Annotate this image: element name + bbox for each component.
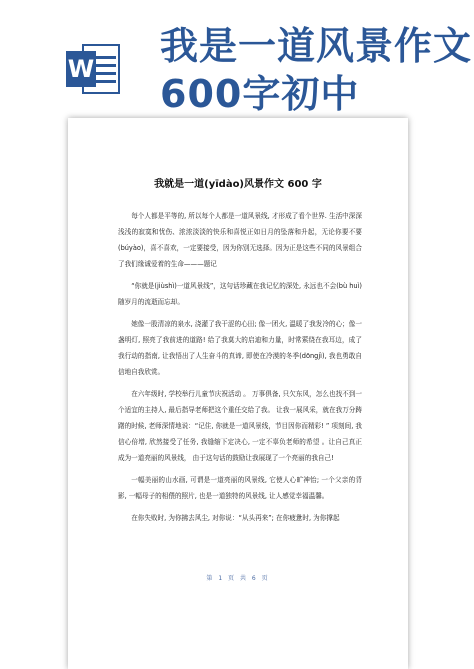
page-title-line1: 我是一道风景作文 — [160, 24, 473, 68]
paragraph: 在你失败时, 为你拂去风尘, 对你说：“从头再来”; 在你疲惫时, 为你撑起 — [131, 514, 340, 522]
page-title — [160, 22, 472, 118]
paragraph: 一幅美丽的山水画, 可谓是一道亮丽的风景线, 它使人心旷神怡; 一个父亲的背影, 一幅母子的相偎的照片, 也是一道独特的风景线, 让人感觉幸福温馨。 — [118, 476, 362, 500]
paragraph: 她像一股清凉的泉水, 浇灌了我干涩的心田; 像一团火, 温暖了我发冷的心；像一盏明灯, 照亮了我前进的道路! 给了我莫大的启迪和力量，时常萦绕在我耳边，成了我行动的指南, 让我悟出了人生奋斗的真谛, 即使在冷漠的冬季(dōngjì), 我也勇敢自信地自我欣赏。 — [118, 320, 362, 376]
word-letter-tile: W — [66, 51, 96, 87]
page-number-footer: 第 1 页 共 6 页 — [206, 575, 270, 582]
paragraph: “你就是(jiùshì)一道风景线”，这句话珍藏在我记忆的深处, 永远也不会(bù huì)随岁月的流逝而忘却。 — [118, 282, 362, 306]
word-document-icon — [66, 44, 122, 94]
document-body — [118, 208, 362, 532]
paragraph: 每个人都是平等的, 所以每个人都是一道风景线, 才形成了看个世界. 生活中深深浅浅的寂寞和忧伤、浓浓淡淡的快乐和喜悦正如日月的坠落和升起，无论你要不要(búyào)，喜不喜欢，一定要接受，因为你别无选择。因为正是这些不同的风景组合了我们缘诚爱着的生命———题记 — [118, 212, 362, 268]
page-title-line2: 600字初中 — [160, 72, 360, 116]
paragraph: 在六年级时, 学校举行儿童节庆祝活动 。 万事俱备, 只欠东风，怎么也找不到一个适宜的主持人, 最后指导老师把这个重任交给了我。 让我一展风采，就在我万分踌躇的时候, 老师深情地说：“记住, 你就是一道风景线，节目因你而精彩! ” 项刻间, 我信心倍增, 欣然接受了任务, 我缝缩下定决心, 一定不辜负老师的希望 。让自己真正成为一道亮丽的风景线， 由于这句话的鼓励让我展现了一个亮丽的我自己! — [118, 390, 362, 462]
document-title: 我就是一道(yīdào)风景作文 600 字 — [154, 179, 322, 190]
document-page-preview — [68, 118, 408, 669]
header-banner — [0, 0, 474, 116]
